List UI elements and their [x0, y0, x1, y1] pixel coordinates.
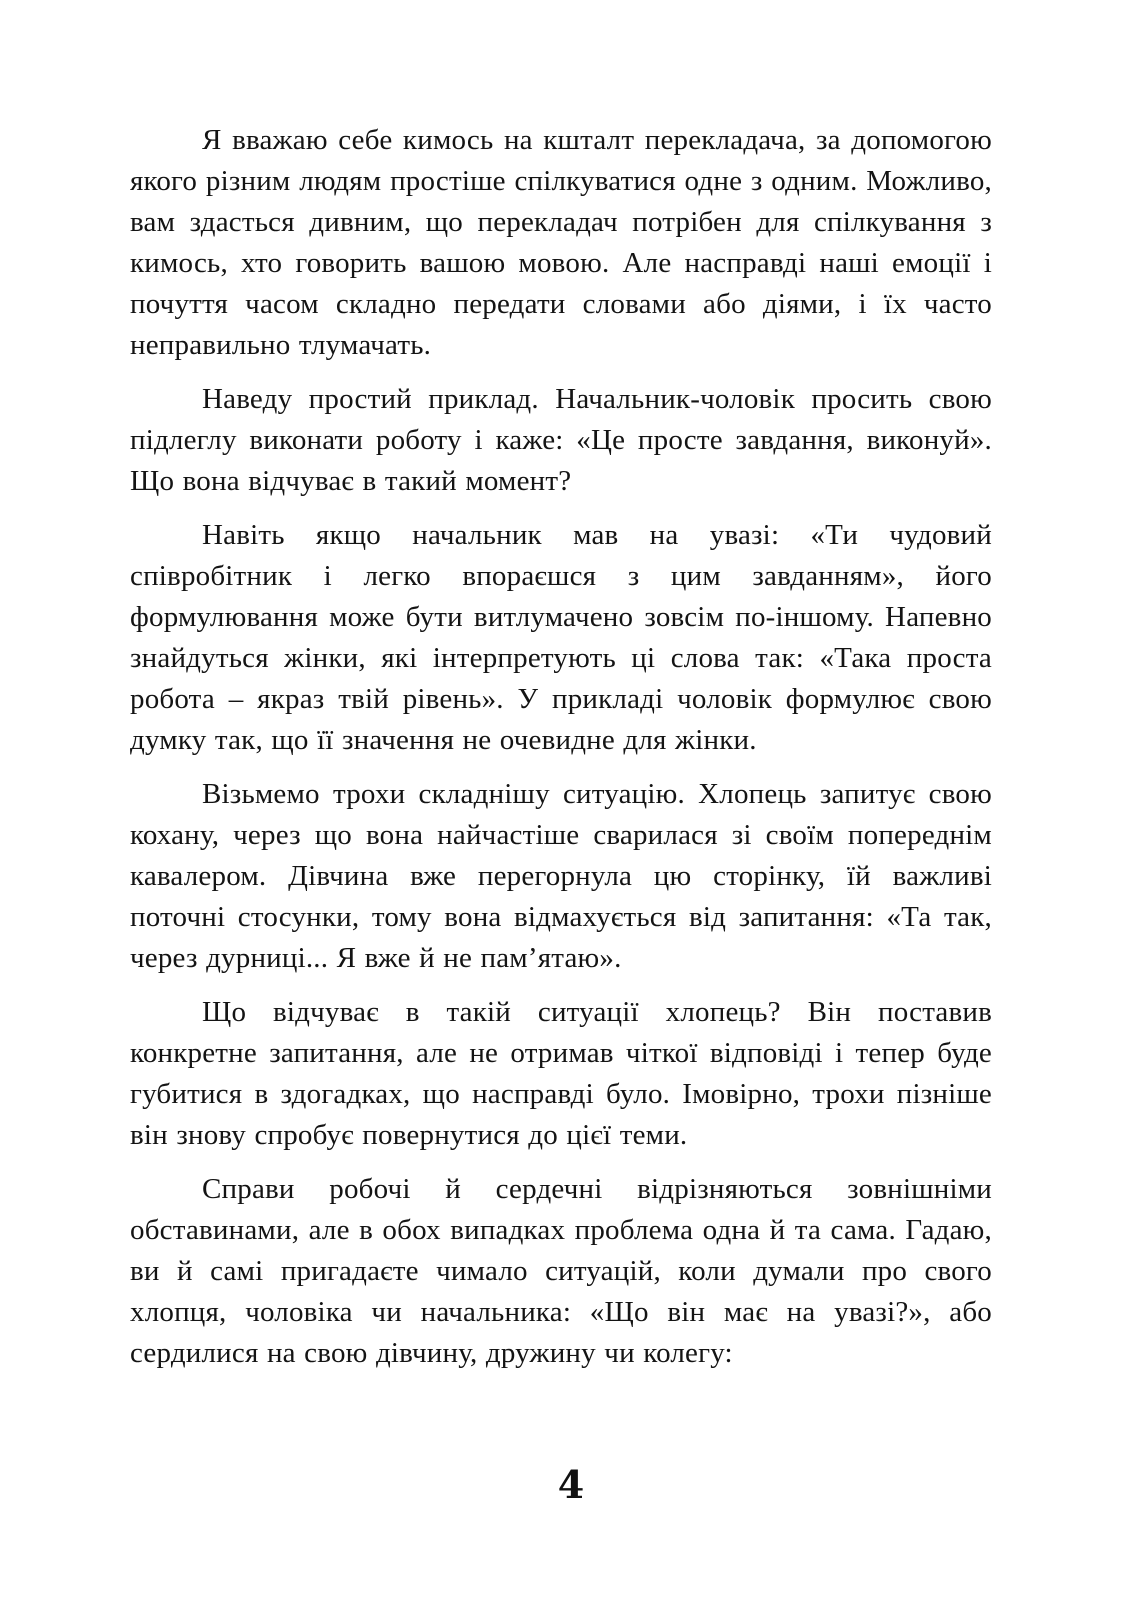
page-number: 4	[557, 1462, 585, 1507]
paragraph-1: Я вважаю себе кимось на кшталт перекладача, за допомогою якого різним людям простіше спілкуватися одне з одним. Можливо, вам здасться дивним, що перекладач потрібен для спілкування з кимось, хто говорить вашою мовою. Але насправді наші емоції і почуття часом складно передати словами або діями, і їх часто неправильно тлумачать.	[130, 124, 992, 361]
paragraph-5: Що відчуває в такій ситуації хлопець? Він поставив конкретне запитання, але не отримав чіткої відповіді і тепер буде губитися в здогадках, що насправді було. Імовірно, трохи пізніше він знову спробує повернутися до цієї теми.	[130, 996, 992, 1151]
paragraph-2: Наведу простий приклад. Начальник-чоловік просить свою підлеглу виконати роботу і каже: «Це просте завдання, виконуй». Що вона відчуває в такий момент?	[130, 383, 992, 497]
paragraph-4: Візьмемо трохи складнішу ситуацію. Хлопець запитує свою кохану, через що вона найчастіше сварилася зі своїм попереднім кавалером. Дівчина вже перегорнула цю сторінку, їй важливі поточні стосунки, тому вона відмахується від запитання: «Та так, через дурниці... Я вже й не пам’ятаю».	[130, 778, 992, 974]
text-block	[130, 120, 992, 1387]
paragraph-3: Навіть якщо начальник мав на увазі: «Ти чудовий співробітник і легко впораєшся з цим завданням», його формулювання може бути витлумачено зовсім по-іншому. Напевно знайдуться жінки, які інтерпретують ці слова так: «Така проста робота – якраз твій рівень». У прикладі чоловік формулює свою думку так, що її значення не очевидне для жінки.	[130, 519, 992, 756]
paragraph-6: Справи робочі й сердечні відрізняються зовнішніми обставинами, але в обох випадках проблема одна й та сама. Гадаю, ви й самі пригадаєте чимало ситуацій, коли думали про свого хлопця, чоловіка чи начальника: «Що він має на увазі?», або сердилися на свою дівчину, дружину чи колегу:	[130, 1173, 992, 1369]
